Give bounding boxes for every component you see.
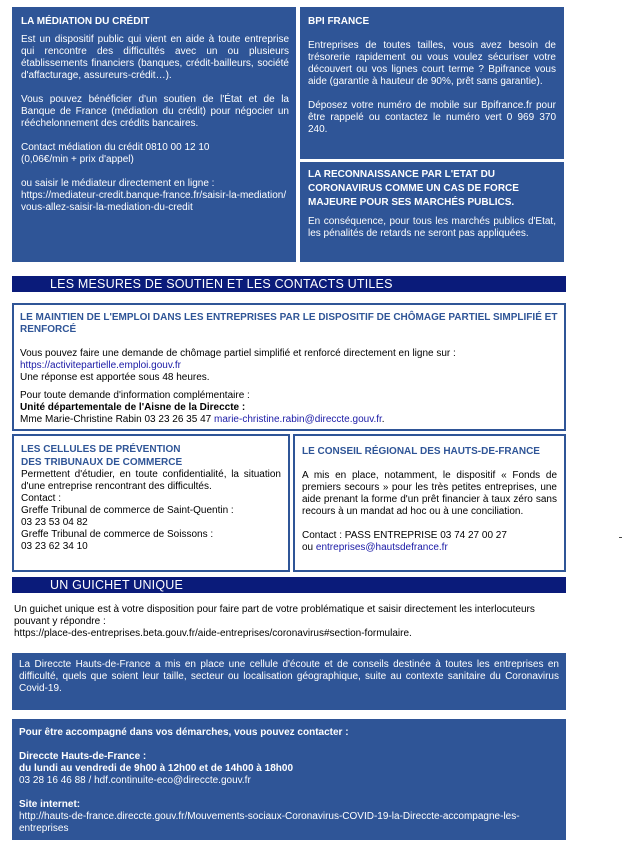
accompagne-site-label: Site internet: (19, 799, 81, 810)
chomage-paragraph-2: Une réponse est apportée sous 48 heures. (20, 372, 210, 383)
section-banner-guichet: UN GUICHET UNIQUE (12, 577, 566, 593)
cellules-saint-quentin-phone: 03 23 53 04 82 (21, 517, 88, 528)
conseil-regional-box (293, 434, 566, 572)
section-banner-mesures: LES MESURES DE SOUTIEN ET LES CONTACTS UTILES (12, 276, 566, 292)
bpi-paragraph-1: Entreprises de toutes tailles, vous avez besoin de trésorerie rapidement ou vous voulez sécuriser votre découvert ou vos lignes court terme ? Bpifrance vous aide (garantie à hauteur de 90%, prêt sans garantie). (308, 40, 556, 87)
cellules-contact: Contact : (21, 493, 62, 504)
chomage-contact-line (20, 414, 558, 426)
conseil-ou: ou (302, 542, 316, 553)
chomage-unit: Unité départementale de l'Aisne de la Direccte : (20, 402, 246, 413)
cellules-soissons: Greffe Tribunal de commerce de Soissons : (21, 529, 214, 540)
cellules-soissons-phone: 03 23 62 34 10 (21, 541, 88, 552)
cellules-title-1: LES CELLULES DE PRÉVENTION (21, 444, 181, 455)
conseil-title: LE CONSEIL RÉGIONAL DES HAUTS-DE-FRANCE (302, 446, 540, 457)
margin-tick (619, 537, 622, 538)
guichet-paragraph: Un guichet unique est à votre disposition pour faire part de votre problématique et saisir directement les interlocuteurs pouvant y répondre : (14, 604, 535, 627)
mediation-contact-price: (0,06€/min + prix d'appel) (21, 154, 134, 165)
mediation-url[interactable]: https://mediateur-credit.banque-france.fr/saisir-la-mediation/vous-allez-saisir-la-mediation-du-credit (21, 190, 287, 213)
chomage-partiel-box (12, 303, 566, 431)
bpi-france-box (300, 7, 564, 159)
chomage-contact: Mme Marie-Christine Rabin 03 23 26 35 47 (20, 414, 214, 425)
chomage-link[interactable]: https://activitepartielle.emploi.gouv.fr (20, 360, 182, 371)
conseil-contact: Contact : PASS ENTREPRISE 03 74 27 00 27 (302, 530, 507, 541)
cellules-saint-quentin: Greffe Tribunal de commerce de Saint-Quentin : (21, 505, 234, 516)
conseil-paragraph: A mis en place, notamment, le dispositif « Fonds de premiers secours » pour les très petites entreprises, une aide prenant la forme d'un prêt financier à taux zéro sans recours à un mandat ad hoc ou à une conciliation. (302, 470, 557, 517)
mediation-online-label: ou saisir le médiateur directement en ligne : (21, 178, 215, 189)
cellules-paragraph: Permettent d'étudier, en toute confidentialité, la situation d'une entreprise rencontrant des difficultés. (21, 469, 281, 492)
chomage-title: LE MAINTIEN DE L'EMPLOI DANS LES ENTREPRISES PAR LE DISPOSITIF DE CHÔMAGE PARTIEL SIMPLIFIÉ ET RENFORCÉ (20, 312, 558, 335)
chomage-email[interactable]: marie-christine.rabin@direccte.gouv.fr (213, 414, 382, 425)
chomage-paragraph-3: Pour toute demande d'information complémentaire : (20, 390, 250, 401)
cellules-title-2: DES TRIBUNAUX DE COMMERCE (21, 457, 183, 468)
accompagnement-box (12, 719, 566, 840)
accompagne-name: Direccte Hauts-de-France : (19, 751, 147, 762)
direccte-paragraph: La Direccte Hauts-de-France a mis en place une cellule d'écoute et de conseils destinée à toutes les entreprises en difficulté, quels que soient leur taille, secteur ou localisation géographique, suite au contexte sanitaire du Coronavirus Covid-19. (19, 659, 559, 694)
cellules-prevention-box (12, 434, 290, 572)
bpi-title: BPI FRANCE (308, 16, 370, 27)
guichet-url[interactable]: https://place-des-entreprises.beta.gouv.fr/aide-entreprises/coronavirus#section-formulaire. (14, 628, 412, 639)
chomage-dot: . (381, 414, 385, 425)
conseil-email[interactable]: entreprises@hautsdefrance.fr (315, 542, 448, 553)
mediation-paragraph-2: Vous pouvez bénéficier d'un soutien de l'État et de la Banque de France (médiation du crédit) pour négocier un rééchelonnement des crédits bancaires. (21, 94, 289, 129)
mediation-paragraph-1: Est un dispositif public qui vient en aide à toute entreprise qui rencontre des difficultés avec un ou plusieurs établissements financiers (banques, crédit-bailleurs, société d'affacturage, assureurs-crédit…). (21, 34, 289, 81)
reconnaissance-box (300, 162, 564, 262)
accompagne-intro: Pour être accompagné dans vos démarches, vous pouvez contacter : (19, 727, 349, 738)
guichet-text (12, 604, 566, 640)
mediation-title: LA MÉDIATION DU CRÉDIT (21, 16, 150, 27)
direccte-cellule-box (12, 653, 566, 710)
chomage-paragraph-1: Vous pouvez faire une demande de chômage partiel simplifié et renforcé directement en ligne sur : (20, 348, 456, 359)
mediation-credit-box (12, 7, 296, 262)
reconnaissance-paragraph: En conséquence, pour tous les marchés publics d'Etat, les pénalités de retards ne seront pas appliquées. (308, 216, 556, 239)
accompagne-site-url[interactable]: http://hauts-de-france.direccte.gouv.fr/Mouvements-sociaux-Coronavirus-COVID-19-la-Direccte-accompagne-les-entreprises (19, 811, 520, 834)
reconnaissance-title: LA RECONNAISSANCE PAR L'ETAT DU CORONAVIRUS COMME UN CAS DE FORCE MAJEURE POUR SES MARCHÉS PUBLICS. (308, 169, 519, 208)
mediation-contact-phone: Contact médiation du crédit 0810 00 12 10 (21, 142, 210, 153)
accompagne-hours: du lundi au vendredi de 9h00 à 12h00 et de 14h00 à 18h00 (19, 763, 293, 774)
conseil-email-line (302, 542, 557, 554)
accompagne-phone-email: 03 28 16 46 88 / hdf.continuite-eco@direccte.gouv.fr (19, 775, 251, 786)
bpi-paragraph-2: Déposez votre numéro de mobile sur Bpifrance.fr pour être rappelé ou contactez le numéro vert 0 969 370 240. (308, 100, 556, 135)
